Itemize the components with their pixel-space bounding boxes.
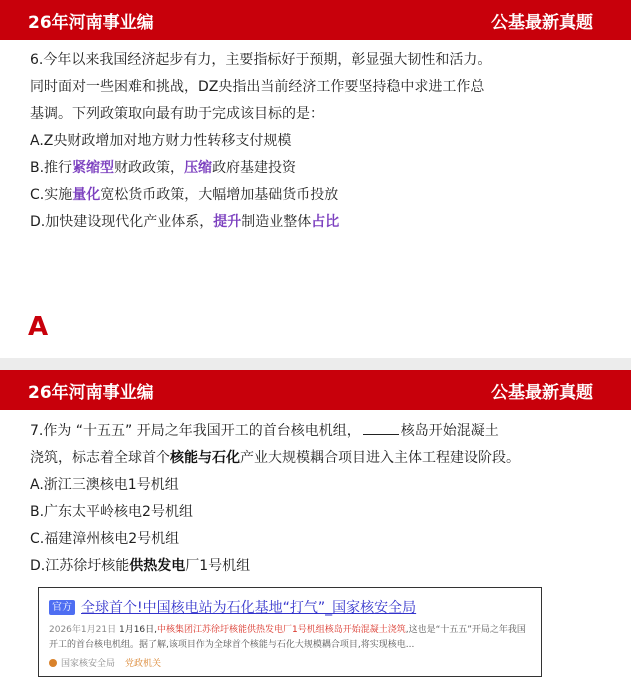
highlight: 提升: [213, 214, 242, 230]
header-tag: 公基最新真题: [491, 382, 593, 403]
question-stem: [30, 418, 600, 472]
official-badge: 官方: [49, 600, 75, 615]
highlight: 供热发电: [129, 558, 186, 574]
options-list: [30, 128, 339, 236]
option-d: D.加快建设现代化产业体系，提升制造业整体占比: [30, 214, 340, 230]
options-list: [30, 472, 250, 580]
option-c: C.实施量化宽松货币政策，大幅增加基础货币投放: [30, 187, 339, 203]
source-logo-icon: [49, 659, 57, 667]
fill-blank: [363, 421, 399, 435]
answer-label: A: [28, 312, 49, 342]
question-card-7: [0, 370, 631, 669]
snippet-highlight: 中核集团江苏徐圩核能供热发电厂1号机组核岛开始混凝土浇筑: [157, 625, 406, 635]
question-line: 6.今年以来我国经济起步有力，主要指标好于预期，彰显强大韧性和活力。: [30, 52, 492, 68]
search-result-snippet: 2026年1月21日 1月16日,中核集团江苏徐圩核能供热发电厂1号机组核岛开始混凝土浇筑,这也是“十五五”开局之年我国开工的首台核电机组。据了解,该项目作为全球首个核能与石化大规模耦合项目,将实现核电...: [49, 625, 526, 650]
option-a: A.浙江三澳核电1号机组: [30, 477, 179, 493]
highlight: 紧缩型: [72, 160, 115, 176]
snippet-date: 2026年1月21日: [49, 625, 117, 635]
header-tag: 公基最新真题: [491, 12, 593, 33]
question-stem: [30, 47, 600, 128]
card-divider: [0, 358, 631, 370]
option-d: D.江苏徐圩核能供热发电厂1号机组: [30, 558, 251, 574]
highlight: 核能与石化: [170, 450, 240, 466]
search-result-screenshot: [38, 587, 542, 677]
search-result-link[interactable]: 全球首个!中国核电站为石化基地“打气”_国家核安全局: [81, 600, 417, 616]
question-line: 基调。下列政策取向最有助于完成该目标的是：: [30, 106, 324, 122]
header-exam-name: 26年河南事业编: [28, 12, 154, 33]
card-header: [0, 370, 631, 410]
question-line: 同时面对一些困难和挑战，DZ央指出当前经济工作要坚持稳中求进工作总: [30, 79, 485, 95]
search-result-source: [49, 656, 533, 669]
card-header: [0, 0, 631, 40]
question-line: 浇筑，标志着全球首个核能与石化产业大规模耦合项目进入主体工程建设阶段。: [30, 450, 520, 466]
highlight: 占比: [311, 214, 340, 230]
question-line: 7.作为 “十五五” 开局之年我国开工的首台核电机组， 核岛开始混凝土: [30, 423, 499, 439]
highlight: 压缩: [184, 160, 213, 176]
source-tag: 党政机关: [125, 659, 162, 669]
header-exam-name: 26年河南事业编: [28, 382, 154, 403]
search-result-title[interactable]: [49, 597, 533, 617]
option-a: A.Z央财政增加对地方财力性转移支付规模: [30, 133, 292, 149]
option-b: B.广东太平岭核电2号机组: [30, 504, 193, 520]
highlight: 量化: [72, 187, 101, 203]
option-b: B.推行紧缩型财政政策，压缩政府基建投资: [30, 160, 297, 176]
source-name: 国家核安全局: [61, 659, 116, 669]
option-c: C.福建漳州核电2号机组: [30, 531, 180, 547]
